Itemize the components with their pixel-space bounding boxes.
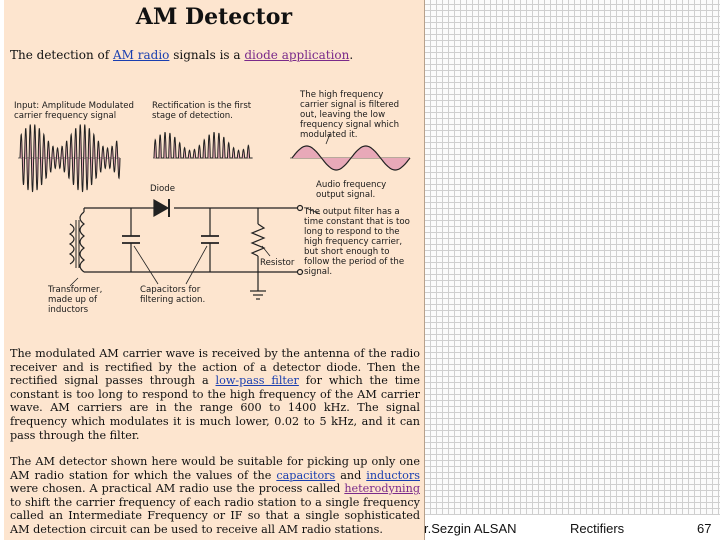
paragraph-text: were chosen. A practical AM radio use the process called — [10, 482, 345, 496]
link-low-pass-filter[interactable]: low-pass filter — [215, 374, 299, 388]
paragraph-text: for which the time constant is too long to respond to the high frequency of the AM carrier wave. AM carriers are in the range 600 to 1400 kHz. The signal frequency which modulates it is much lower, 0.02 to 5 kHz, and it can pass through the filter. — [10, 374, 421, 442]
link-heterodyning[interactable]: heterodyning — [344, 482, 420, 496]
link-am-radio[interactable]: AM radio — [112, 48, 170, 62]
footer-page-number: 67 — [697, 521, 712, 536]
grid-background-panel — [424, 0, 720, 515]
resistor-symbol — [252, 224, 264, 256]
paragraph-text: and — [335, 468, 367, 482]
label-carrier-filtered: The high frequency carrier signal is filtered out, leaving the low frequency signal which modulated it. — [300, 90, 400, 140]
label-audio-output: Audio frequency output signal. — [316, 180, 387, 200]
intro-text: signals is a — [169, 48, 245, 62]
label-capacitors: Capacitors for filtering action. — [140, 285, 206, 305]
paragraph-text: The AM detector shown here would be suitable for picking up only one AM radio station for which the values of the — [10, 455, 420, 482]
transformer-secondary-coil — [80, 212, 84, 272]
paragraph-text: The modulated AM carrier wave is received by the antenna of the radio receiver and is rectified by the action of a detector diode. Then the rectified signal passes through a — [10, 347, 420, 388]
diode-symbol — [154, 200, 168, 216]
link-inductors[interactable]: inductors — [366, 468, 420, 482]
label-transformer: Transformer, made up of inductors — [48, 285, 103, 315]
label-input-am: Input: Amplitude Modulated carrier frequency signal — [14, 101, 134, 121]
link-capacitors[interactable]: capacitors — [276, 468, 336, 482]
am-waveform — [18, 125, 120, 193]
transformer-primary-coil — [70, 224, 74, 264]
label-diode: Diode — [150, 184, 176, 194]
label-output-filter: The output filter has a time constant that is too long to respond to the high frequency carrier, but short enough to follow the period of the signal. — [304, 207, 410, 277]
link-diode-application[interactable]: diode application — [244, 48, 350, 62]
paragraph-1 — [10, 347, 420, 442]
paragraph-text: to shift the carrier frequency of each radio station to a single frequency called an Intermediate Frequency or IF so that a single sophisticated AM detection circuit can be used to receive all AM radio stations. — [10, 495, 420, 536]
footer-topic: Rectifiers — [570, 521, 625, 536]
document-page — [4, 0, 425, 540]
label-rectification: Rectification is the first stage of detection. — [152, 101, 252, 121]
intro-text: The detection of — [10, 48, 113, 62]
intro-text: . — [349, 48, 354, 62]
paragraph-2 — [10, 455, 420, 537]
footer-author: r.Sezgin ALSAN — [424, 521, 517, 536]
page-title: AM Detector — [135, 4, 293, 30]
audio-waveform — [290, 146, 410, 170]
label-resistor: Resistor — [260, 258, 295, 268]
intro-sentence — [10, 48, 353, 62]
rectified-waveform — [153, 132, 253, 158]
